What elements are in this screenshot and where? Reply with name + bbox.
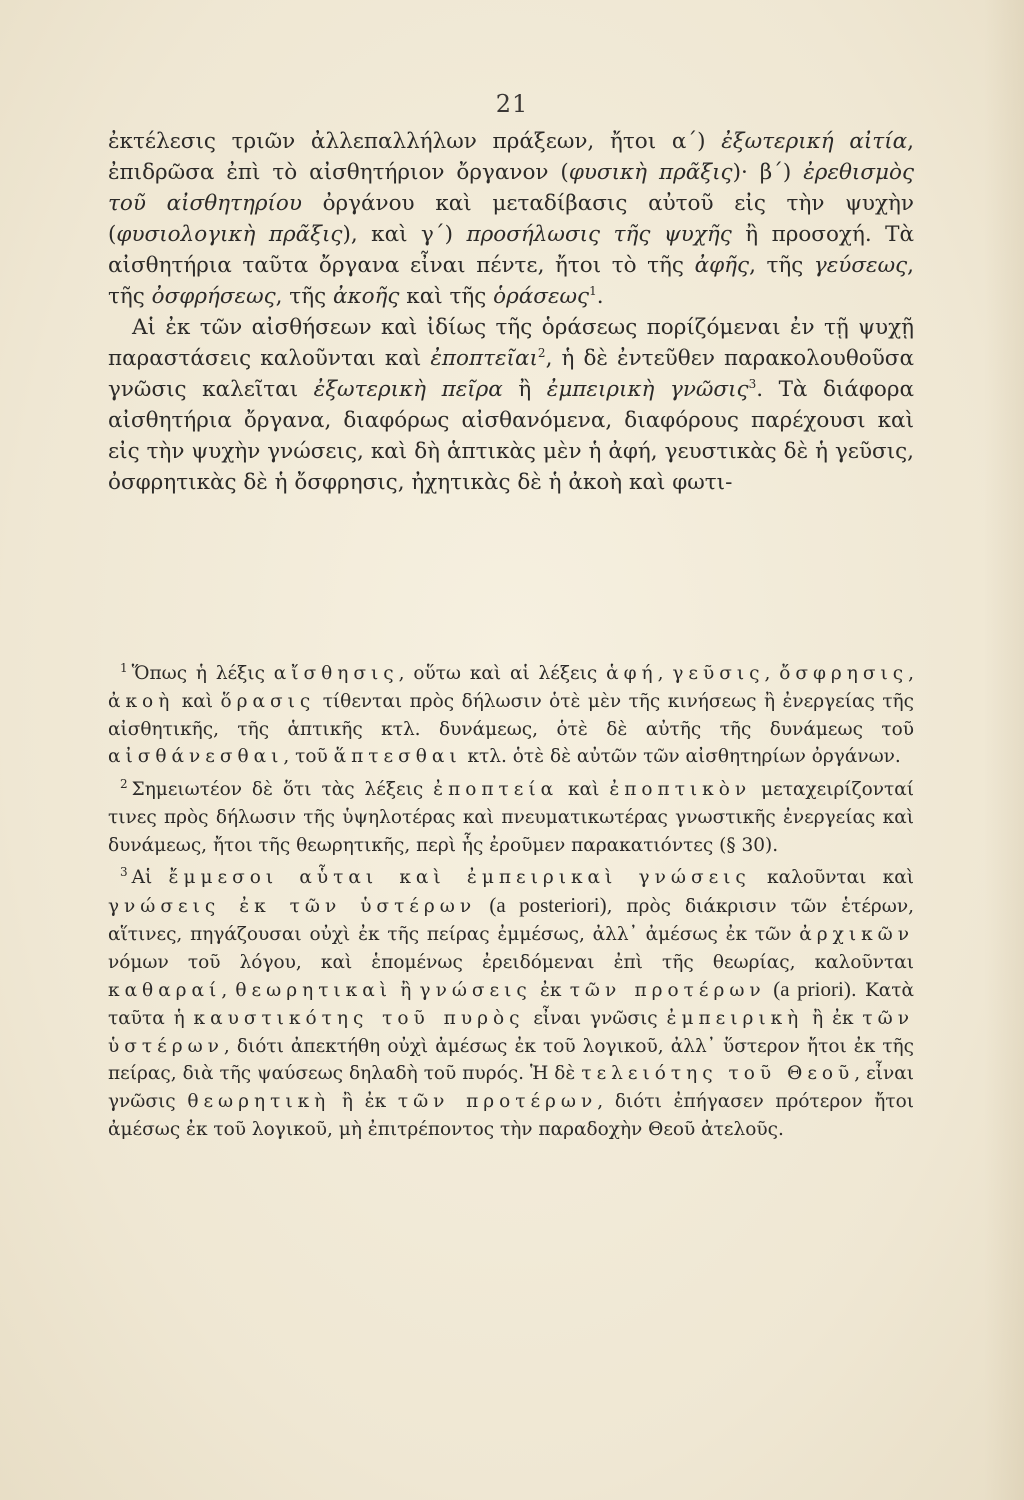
- spaced-term: ἁφή: [606, 663, 658, 685]
- text-run: μεταχειρίζονταί τινες πρὸς δήλωσιν τῆς ὑψηλοτέρας καὶ πνευματικωτέρας γνωστικῆς ἐνεργείας καὶ δυνάμεως, ἤτοι τῆς θεωρητικῆς, περὶ ἧς ἐροῦμεν παρακατιόντες (§ 30).: [108, 779, 914, 856]
- text-run: καὶ τῆς: [399, 284, 494, 309]
- spaced-term: ἀρχικῶν: [799, 923, 914, 945]
- footnote-number: 3: [120, 865, 128, 880]
- spaced-term: θεωρητικαὶ: [235, 980, 392, 1002]
- text-run: ἢ: [392, 980, 420, 1002]
- text-run: εἶναι γνῶσις: [524, 1007, 667, 1029]
- spaced-term: τῶν προτέρων: [397, 1091, 598, 1113]
- text-run: Αἱ ἐκ τῶν αἰσθήσεων καὶ ἰδίως τῆς ὁράσεως πορίζόμεναι ἐν τῇ ψυχῇ παραστάσεις καλοῦνται καὶ: [108, 315, 914, 371]
- footnote-2: [108, 771, 914, 859]
- italic-term: ἐξωτερικὴ πεῖρα: [313, 377, 503, 402]
- italic-term: ἀφῆς: [694, 253, 750, 278]
- text-run: ,: [908, 663, 915, 685]
- text-run: . Κατὰ ταῦτα ἡ: [108, 980, 914, 1029]
- text-run: . Τὰ διάφορα αἰσθητήρια ὄργανα, διαφόρως αἰσθανόμενα, διαφόρους παρέχουσι καὶ εἰς τὴν ψυχὴν γνώσεις, καὶ δὴ ἁπτικὰς μὲν ἡ ἀφή, γευστικὰς δὲ ἡ γεῦσις, ὀσφρητικὰς δὲ ἡ ὄσφρησις, ἠχητικὰς δὲ ἡ ἀκοὴ καὶ φωτι-: [108, 377, 915, 495]
- italic-term: προσήλωσις τῆς ψυχῆς: [466, 222, 732, 247]
- footnotes: [108, 655, 914, 1143]
- spaced-term: γνώσεις: [419, 980, 532, 1002]
- text-run: καλοῦνται καὶ: [750, 867, 914, 889]
- italic-term: ὀσφρήσεως: [151, 284, 276, 309]
- spaced-term: ἀκοὴ: [108, 690, 175, 712]
- text-run: κτλ. ὁτὲ δὲ αὐτῶν τῶν αἰσθητηρίων ὀργάνων.: [461, 746, 901, 768]
- italic-term: ἐρεθισμὸς τοῦ αἰσθητηρίου: [108, 160, 914, 216]
- spaced-term: τῶν ὑστέρων: [108, 1007, 914, 1057]
- text-run: ,: [221, 980, 236, 1002]
- page-edge-shading: [984, 0, 1024, 1500]
- text-run: ), καὶ γ΄): [342, 222, 467, 247]
- text-run: , διότι ἀπεκτήθη οὐχὶ ἀμέσως ἐκ τοῦ λογικοῦ, ἀλλ᾽ ὕστερον ἤτοι ἐκ τῆς πείρας, διὰ τῆς ψαύσεως δηλαδὴ τοῦ πυρός. Ἡ δὲ: [108, 1035, 914, 1085]
- footnote-number: 2: [120, 776, 128, 791]
- text-run: , τῆς: [749, 253, 814, 278]
- text-run: ,: [764, 663, 780, 685]
- italic-term: ἐξωτερική αἰτία: [721, 129, 908, 154]
- spaced-term: ἔμμεσοι αὗται καὶ ἐμπειρικαὶ γνώσεις: [168, 867, 751, 889]
- latin-term: (a priori): [765, 977, 851, 1002]
- spaced-term: ἐποπτεία: [433, 779, 559, 801]
- footnote-ref-2: 2: [537, 345, 546, 360]
- footnote-1: [108, 655, 914, 771]
- text-run: .: [596, 284, 604, 309]
- spaced-term: ἐποπτικὸν: [609, 779, 752, 801]
- footnote-ref-1: 1: [589, 283, 597, 298]
- text-run: ἐκτέλεσις τριῶν ἀλλεπαλλήλων πράξεων, ἤτοι α΄): [108, 129, 722, 154]
- text-run: ὀργάνου καὶ μεταδίβασις αὐτοῦ εἰς τὴν ψυχὴν (: [108, 191, 914, 247]
- spaced-term: ἐμπειρικὴ: [666, 1007, 804, 1029]
- text-run: ἐκ: [531, 980, 570, 1002]
- italic-term: ἀκοῆς: [332, 284, 400, 309]
- italic-term: φυσιολογικὴ πρᾶξις: [116, 222, 343, 247]
- main-text: [108, 126, 914, 498]
- text-run: , οὕτω καὶ αἱ λέξεις: [398, 663, 607, 685]
- text-run: ,: [657, 663, 673, 685]
- spaced-term: γνώσεις ἐκ τῶν ὑστέρων: [108, 896, 477, 918]
- spaced-term: καθαραί: [108, 980, 222, 1002]
- spaced-term: τῶν προτέρων: [569, 980, 766, 1002]
- text-run: τίθενται πρὸς δήλωσιν ὁτὲ μὲν τῆς κινήσεως ἢ ἐνεργείας τῆς αἰσθητικῆς, τῆς ἁπτικῆς κτλ. δυνάμεως, ὁτὲ δὲ αὐτῆς τῆς δυνάμεως τοῦ: [108, 690, 914, 740]
- text-run: ἢ ἐκ: [330, 1091, 398, 1113]
- text-run: Ὅπως ἡ λέξις: [131, 663, 274, 685]
- latin-term: (a posteriori): [476, 893, 607, 918]
- italic-term: ἐποπτεῖαι: [430, 346, 538, 371]
- text-run: )· β΄): [732, 160, 804, 185]
- italic-term: ὁράσεως: [493, 284, 590, 309]
- text-run: ἢ ἐκ: [803, 1007, 863, 1029]
- page-number: 21: [495, 90, 529, 118]
- spaced-term: ὄσφρησις: [779, 663, 909, 685]
- paragraph-1: [108, 126, 914, 312]
- text-run: Αἱ: [131, 867, 169, 889]
- text-run: , τοῦ: [283, 746, 334, 768]
- spaced-term: καυστικότης τοῦ πυρὸς: [193, 1007, 525, 1029]
- spaced-term: ὅρασις: [220, 690, 316, 712]
- text-run: , ἡ δὲ ἐντεῦθεν παρακολουθοῦσα γνῶσις καλεῖται: [108, 346, 914, 402]
- text-run: ἢ προσοχή. Τὰ αἰσθητήρια ταῦτα ὄργανα εἶναι πέντε, ἤτοι τὸ τῆς: [108, 222, 914, 278]
- text-run: ἢ: [502, 377, 547, 402]
- italic-term: φυσικὴ πρᾶξις: [568, 160, 733, 185]
- text-run: , πρὸς διάκρισιν τῶν ἑτέρων, αἵτινες, πηγάζουσαι οὐχὶ ἐκ τῆς πείρας ἐμμέσως, ἀλλ᾽ ἀμέσως ἐκ τῶν: [108, 896, 914, 945]
- footnote-number: 1: [120, 661, 128, 675]
- text-run: , ἐπιδρῶσα ἐπὶ τὸ αἰσθητήριον ὄργανον (: [108, 129, 914, 185]
- text-run: , τῆς: [108, 253, 914, 309]
- spaced-term: αἰσθάνεσθαι: [108, 746, 284, 768]
- spaced-term: θεωρητικὴ: [187, 1091, 331, 1113]
- text-run: καὶ: [558, 779, 610, 801]
- footnote-3: [108, 859, 914, 1143]
- text-run: , τῆς: [275, 284, 333, 309]
- paragraph-2: [108, 312, 914, 498]
- footnote-ref-3: 3: [748, 376, 757, 391]
- italic-term: γεύσεως: [813, 253, 908, 278]
- text-run: , διότι ἐπήγασεν πρότερον ἤτοι ἀμέσως ἐκ τοῦ λογικοῦ, μὴ ἐπιτρέποντος τὴν παραδοχὴν Θεοῦ ἀτελοῦς.: [108, 1091, 915, 1140]
- spaced-term: τελειότης τοῦ Θεοῦ: [581, 1063, 855, 1085]
- italic-term: ἐμπειρικὴ γνῶσις: [546, 377, 749, 402]
- spaced-term: γεῦσις: [672, 663, 765, 685]
- spaced-term: αἴσθησις: [273, 663, 399, 685]
- text-run: καὶ: [174, 690, 221, 712]
- text-run: Σημειωτέον δὲ ὅτι τὰς λέξεις: [131, 779, 434, 801]
- text-run: νόμων τοῦ λόγου, καὶ ἑπομένως ἐρειδόμεναι ἐπὶ τῆς θεωρίας, καλοῦνται: [108, 951, 914, 973]
- spaced-term: ἅπτεσθαι: [333, 746, 462, 768]
- text-run: , εἶναι γνῶσις: [108, 1063, 914, 1113]
